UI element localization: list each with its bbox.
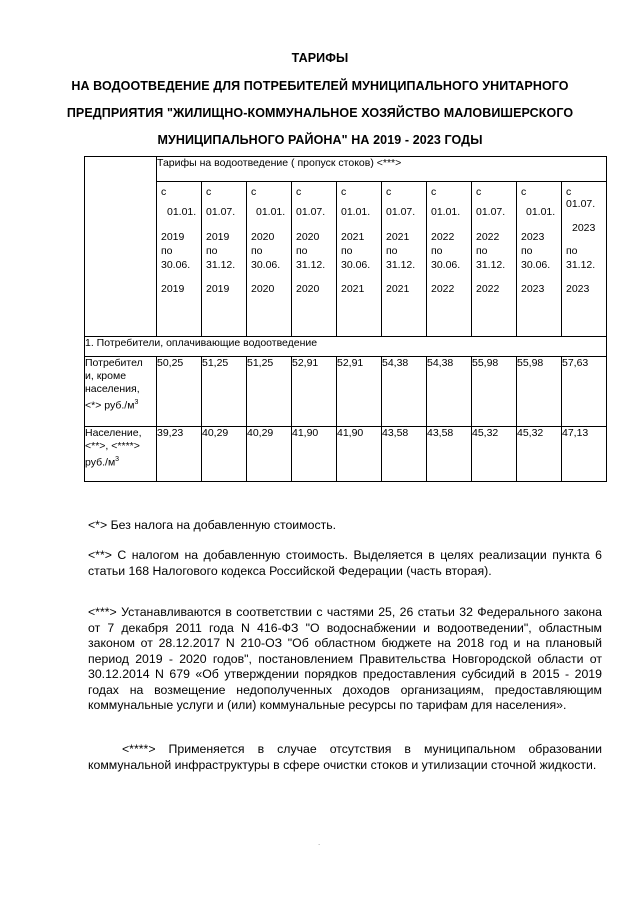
period-start-year: 2023 <box>521 231 545 243</box>
period-end-date: 31.12. <box>206 259 236 271</box>
period-to: по <box>161 245 173 257</box>
footnote-3: <***> Устанавливаются в соответствии с частями 25, 26 статьи 32 Федерального закона от 7 декабря 2011 года N 416-ФЗ "О водоснабжении и водоотведении", областным законом от 28.12.2017 N 210-ОЗ "Об областном бюджете на 2018 год и на плановый период 2019 - 2020 годов", постановлением Правительства Новгородской области от 30.12.2014 N 679 «Об утверждении порядков предоставления субсидий в 2015 - 2019 годах на возмещение недополученных доходов организациям, предоставляющим коммунальные услуги и (или) коммунальные ресурсы по тарифам для населения». <box>88 605 602 712</box>
period-from: с <box>521 186 527 198</box>
period-from: с <box>431 186 437 198</box>
period-to: по <box>206 245 218 257</box>
period-start-date: 01.01. <box>256 206 286 218</box>
period-cell <box>247 182 292 337</box>
period-from: с <box>386 186 392 198</box>
tariff-value: 41,90 <box>337 427 382 482</box>
period-end-year: 2021 <box>341 283 365 295</box>
period-end-year: 2022 <box>476 283 500 295</box>
period-from: с <box>206 186 212 198</box>
tariff-value: 57,63 <box>562 357 607 427</box>
period-to: по <box>521 245 533 257</box>
tariff-value: 45,32 <box>517 427 562 482</box>
tariff-table <box>84 156 607 482</box>
period-cell <box>562 182 607 337</box>
tariff-value: 45,32 <box>472 427 517 482</box>
tariff-value: 50,25 <box>157 357 202 427</box>
period-end-date: 30.06. <box>521 259 551 271</box>
tariff-value: 41,90 <box>292 427 337 482</box>
tariff-value: 40,29 <box>202 427 247 482</box>
period-end-date: 30.06. <box>161 259 191 271</box>
period-cell <box>337 182 382 337</box>
tariff-value: 54,38 <box>427 357 472 427</box>
period-end-date: 31.12. <box>386 259 416 271</box>
footnote-2: <**> С налогом на добавленную стоимость. Выделяется в целях реализации пункта 6 статьи 168 Налогового кодекса Российской Федерации (часть вторая). <box>88 548 602 578</box>
period-start-date: 01.07. <box>206 206 236 218</box>
period-start-date: 01.07. <box>566 198 596 210</box>
doc-subtitle-line-1: НА ВОДООТВЕДЕНИЕ ДЛЯ ПОТРЕБИТЕЛЕЙ МУНИЦИПАЛЬНОГО УНИТАРНОГО <box>71 79 569 93</box>
tariff-value: 39,23 <box>157 427 202 482</box>
period-start-year: 2020 <box>251 231 275 243</box>
period-end-year: 2022 <box>431 283 455 295</box>
period-start-year: 2021 <box>341 231 365 243</box>
doc-title: ТАРИФЫ <box>291 51 349 65</box>
period-end-year: 2023 <box>566 283 590 295</box>
period-start-year: 2019 <box>161 231 185 243</box>
period-from: с <box>341 186 347 198</box>
period-start-year: 2022 <box>431 231 455 243</box>
period-start-date: 01.01. <box>431 206 461 218</box>
tariff-value: 55,98 <box>472 357 517 427</box>
period-end-year: 2019 <box>161 283 185 295</box>
tariff-value: 47,13 <box>562 427 607 482</box>
tariff-value: 52,91 <box>337 357 382 427</box>
period-to: по <box>296 245 308 257</box>
period-to: по <box>386 245 398 257</box>
doc-subtitle-line-2: ПРЕДПРИЯТИЯ "ЖИЛИЩНО-КОММУНАЛЬНОЕ ХОЗЯЙСТВО МАЛОВИШЕРСКОГО <box>66 106 574 120</box>
period-cell <box>427 182 472 337</box>
period-start-year: 2022 <box>476 231 500 243</box>
period-end-date: 30.06. <box>251 259 281 271</box>
period-start-date: 01.07. <box>386 206 416 218</box>
period-cell <box>292 182 337 337</box>
period-start-date: 01.01. <box>341 206 371 218</box>
period-from: с <box>566 186 572 198</box>
tariff-value: 43,58 <box>382 427 427 482</box>
period-start-year: 2019 <box>206 231 230 243</box>
period-end-year: 2023 <box>521 283 545 295</box>
period-from: с <box>251 186 257 198</box>
period-end-date: 31.12. <box>476 259 506 271</box>
table-row <box>85 427 607 482</box>
period-to: по <box>566 245 578 257</box>
row-label-population: Население, <**>, <****> $руб./м^3$ <box>85 427 157 482</box>
page-mark: . <box>318 838 321 847</box>
period-end-year: 2020 <box>251 283 275 295</box>
tariff-value: 51,25 <box>247 357 292 427</box>
period-cell <box>517 182 562 337</box>
period-cell <box>202 182 247 337</box>
period-end-date: 30.06. <box>431 259 461 271</box>
period-end-date: 31.12. <box>296 259 326 271</box>
tariff-value: 51,25 <box>202 357 247 427</box>
row-label-consumers: Потребител и, кроме населения, <*> $руб./м^3$ <box>85 357 157 427</box>
period-end-date: 31.12. <box>566 259 596 271</box>
period-start-year: 2023 <box>572 222 596 234</box>
period-to: по <box>431 245 443 257</box>
tariff-value: 55,98 <box>517 357 562 427</box>
period-cell <box>382 182 427 337</box>
period-start-date: 01.07. <box>476 206 506 218</box>
periods-row <box>85 182 607 337</box>
tariff-value: 54,38 <box>382 357 427 427</box>
period-from: с <box>161 186 167 198</box>
period-end-year: 2020 <box>296 283 320 295</box>
period-start-date: 01.07. <box>296 206 326 218</box>
footnote-1: <*> Без налога на добавленную стоимость. <box>88 518 337 532</box>
table-header: Тарифы на водоотведение ( пропуск стоков) <***> <box>157 157 607 182</box>
doc-subtitle-line-3: МУНИЦИПАЛЬНОГО РАЙОНА" НА 2019 - 2023 ГОДЫ <box>157 133 483 147</box>
period-start-date: 01.01. <box>167 206 197 218</box>
period-from: с <box>296 186 302 198</box>
section-row: 1. Потребители, оплачивающие водоотведение <box>85 337 607 357</box>
period-cell <box>472 182 517 337</box>
period-start-year: 2021 <box>386 231 410 243</box>
table-row <box>85 357 607 427</box>
period-to: по <box>251 245 263 257</box>
tariff-value: 43,58 <box>427 427 472 482</box>
period-to: по <box>476 245 488 257</box>
period-end-date: 30.06. <box>341 259 371 271</box>
period-from: с <box>476 186 482 198</box>
tariff-value: 52,91 <box>292 357 337 427</box>
period-start-year: 2020 <box>296 231 320 243</box>
period-cell <box>157 182 202 337</box>
empty-corner-cell <box>85 157 157 337</box>
period-end-year: 2021 <box>386 283 410 295</box>
period-start-date: 01.01. <box>526 206 556 218</box>
period-to: по <box>341 245 353 257</box>
footnote-4: <****> Применяется в случае отсутствия в муниципальном образовании коммунальной инфраструктуры в сфере очистки стоков и утилизации сточной жидкости. <box>88 742 602 772</box>
tariff-value: 40,29 <box>247 427 292 482</box>
period-end-year: 2019 <box>206 283 230 295</box>
